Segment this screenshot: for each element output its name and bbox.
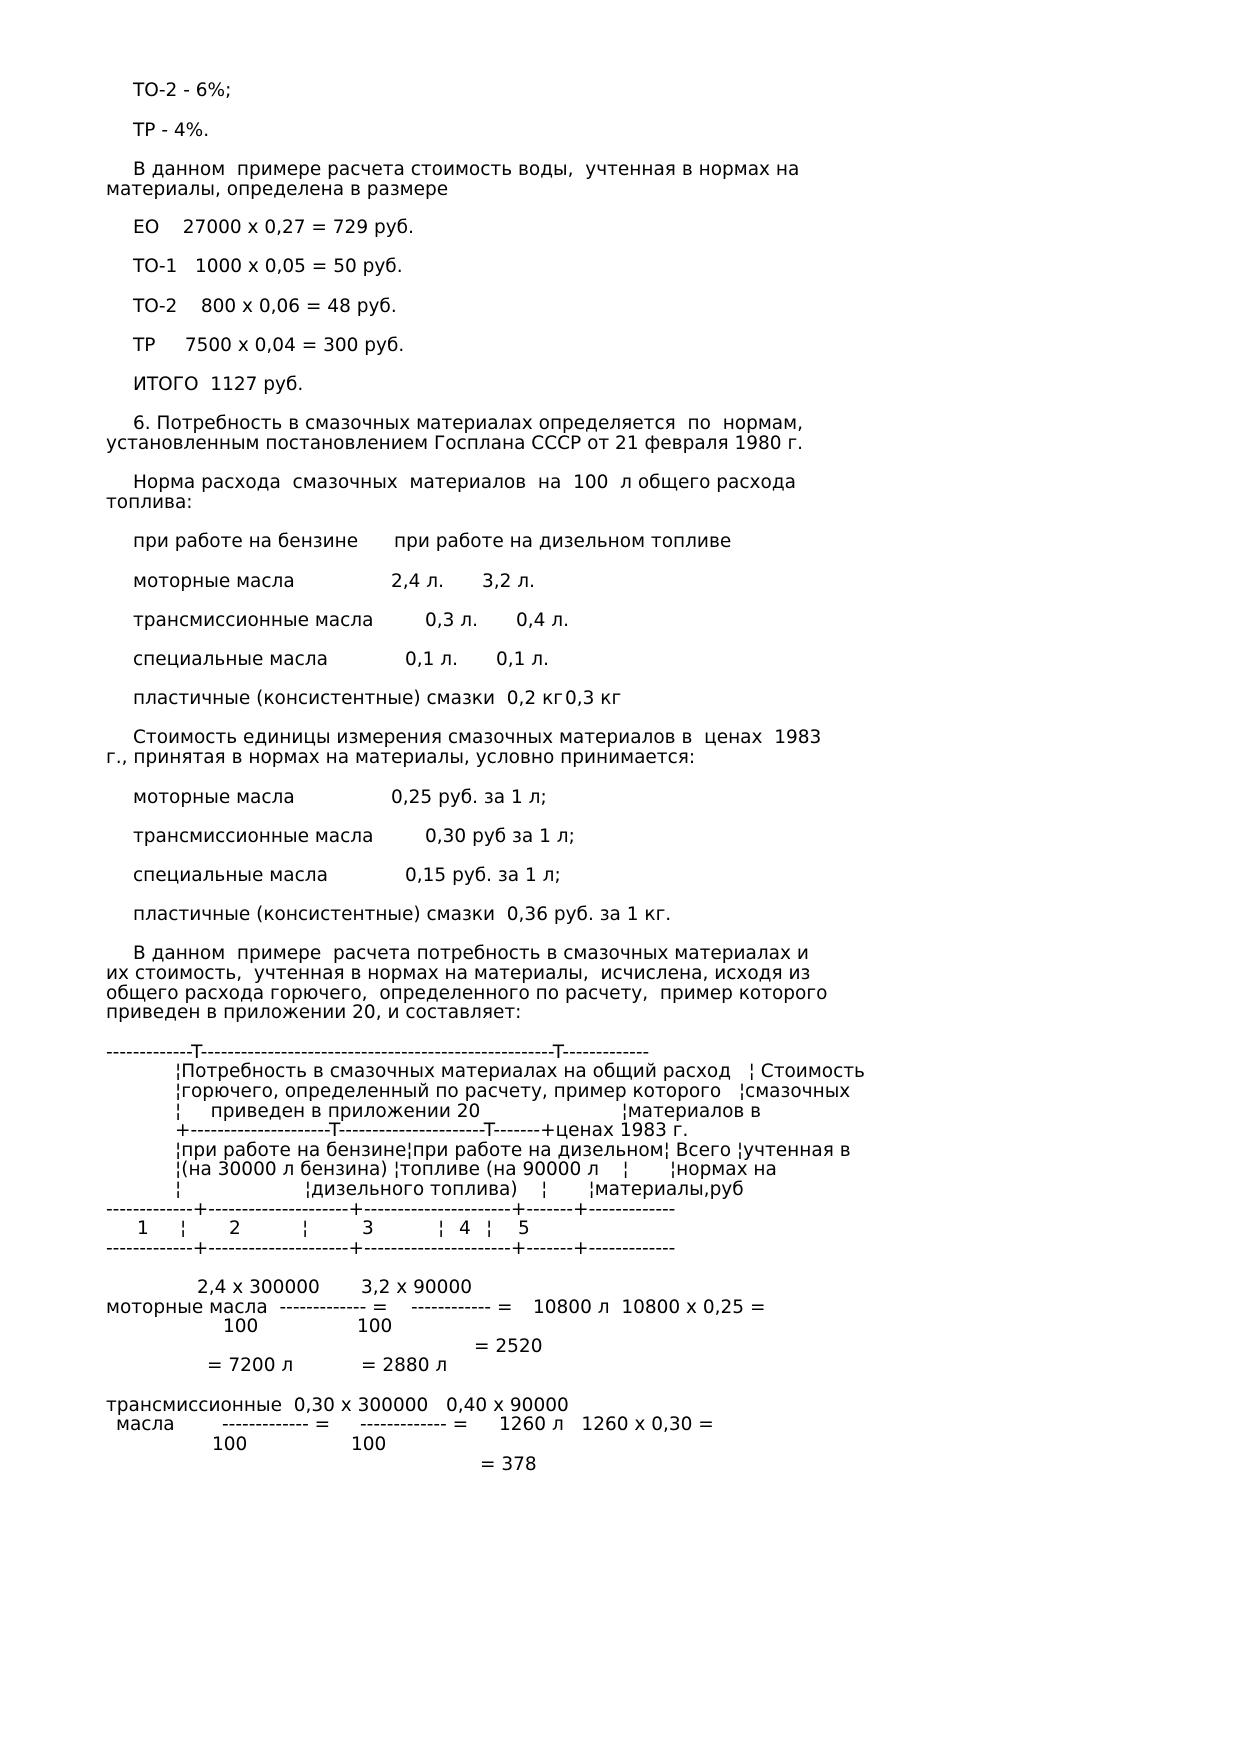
text-line: ¦ ¦дизельного топлива) ¦ ¦материалы,руб [175, 1179, 744, 1200]
text-line: ------------- = [222, 1414, 331, 1435]
text-line: ТО-1 1000 х 0,05 = 50 руб. [133, 256, 403, 277]
text-line: -------------+---------------------+----------------------+-------+------------- [106, 1199, 676, 1220]
text-line: пластичные (консистентные) смазки 0,36 руб. за 1 кг. [133, 904, 672, 925]
text-line: ТО-2 800 х 0,06 = 48 руб. [133, 296, 397, 317]
text-line: ТР - 4%. [133, 120, 210, 141]
text-line: 2,4 х 300000 [197, 1277, 320, 1298]
text-line: масла [116, 1414, 175, 1435]
text-line: ¦горючего, определенный по расчету, пример которого ¦смазочных [175, 1081, 851, 1102]
text-line: ИТОГО 1127 руб. [133, 374, 304, 395]
text-line: трансмиссионные масла [133, 826, 374, 847]
text-line: +---------------------T----------------------T-------+ценах 1983 г. [175, 1120, 689, 1141]
text-line: ------------- = [360, 1414, 469, 1435]
text-line: приведен в приложении 20, и составляет: [106, 1002, 522, 1023]
text-line: 0,3 л. [425, 610, 479, 631]
text-line: общего расхода горючего, определенного по расчету, пример которого [106, 983, 828, 1004]
text-line: моторные масла [133, 571, 295, 592]
text-line: = 378 [480, 1454, 537, 1475]
text-line: 100 [212, 1434, 248, 1455]
text-line: 0,3 кг [565, 688, 622, 709]
text-line: ------------ = [411, 1297, 513, 1318]
text-line: трансмиссионные 0,30 х 300000 [106, 1395, 429, 1416]
text-line: ¦(на 30000 л бензина) ¦топливе (на 90000 л ¦ ¦нормах на [175, 1159, 777, 1180]
text-line: Стоимость единицы измерения смазочных материалов в ценах 1983 [133, 727, 822, 748]
text-line: при работе на дизельном топливе [394, 531, 732, 552]
text-line: ТО-2 - 6%; [133, 80, 232, 101]
text-line: 0,1 л. [496, 649, 550, 670]
text-line: 6. Потребность в смазочных материалах определяется по нормам, [133, 413, 803, 434]
text-line: 0,40 х 90000 [446, 1395, 569, 1416]
text-line: ТР 7500 х 0,04 = 300 руб. [133, 335, 405, 356]
text-line: = 7200 л [207, 1355, 294, 1376]
text-line: 3 [362, 1218, 374, 1239]
text-line: специальные масла [133, 649, 328, 670]
text-line: -------------+---------------------+----------------------+-------+------------- [106, 1238, 676, 1259]
text-line: 0,1 л. [405, 649, 459, 670]
text-line: 1260 л 1260 х 0,30 = [499, 1414, 714, 1435]
text-line: = 2520 [474, 1336, 543, 1357]
text-line: ¦Потребность в смазочных материалах на общий расход ¦ Стоимость [175, 1061, 865, 1082]
text-line: их стоимость, учтенная в нормах на материалы, исчислена, исходя из [106, 963, 811, 984]
text-line: 2 [229, 1218, 241, 1239]
text-line: 3,2 л. [482, 571, 536, 592]
text-line: В данном примере расчета стоимость воды, учтенная в нормах на [133, 159, 800, 180]
text-line: В данном примере расчета потребность в смазочных материалах и [133, 943, 809, 964]
text-line: при работе на бензине [133, 531, 359, 552]
text-line: ¦ приведен в приложении 20 ¦материалов в [175, 1101, 762, 1122]
text-line: 4 [459, 1218, 471, 1239]
text-line: ¦ [486, 1218, 493, 1239]
text-line: 100 [351, 1434, 387, 1455]
text-line: 0,25 руб. за 1 л; [391, 787, 547, 808]
text-line: 0,4 л. [516, 610, 570, 631]
text-line: ¦ [302, 1218, 309, 1239]
text-line: ¦ [438, 1218, 445, 1239]
text-line: моторные масла ------------- = [106, 1297, 388, 1318]
text-line: специальные масла [133, 865, 328, 886]
text-line: 100 [357, 1316, 393, 1337]
text-line: трансмиссионные масла [133, 610, 374, 631]
text-line: топлива: [106, 492, 193, 513]
text-line: 2,4 л. [391, 571, 445, 592]
text-line: материалы, определена в размере [106, 179, 449, 200]
text-line: установленным постановлением Госплана СССР от 21 февраля 1980 г. [106, 433, 804, 454]
text-line: 0,30 руб за 1 л; [425, 826, 575, 847]
text-line: -------------T-----------------------------------------------------T------------- [106, 1042, 650, 1063]
text-line: = 2880 л [361, 1355, 448, 1376]
text-line: 1 [137, 1218, 149, 1239]
text-line: 0,15 руб. за 1 л; [405, 865, 561, 886]
text-line: моторные масла [133, 787, 295, 808]
text-line: ЕО 27000 х 0,27 = 729 руб. [133, 217, 414, 238]
text-line: 100 [223, 1316, 259, 1337]
text-line: 3,2 х 90000 [361, 1277, 472, 1298]
text-line: 10800 л 10800 х 0,25 = [533, 1297, 766, 1318]
text-line: ¦при работе на бензине¦при работе на дизельном¦ Всего ¦учтенная в [175, 1140, 851, 1161]
text-line: Норма расхода смазочных материалов на 100 л общего расхода [133, 472, 796, 493]
text-line: пластичные (консистентные) смазки 0,2 кг [133, 688, 563, 709]
text-line: г., принятая в нормах на материалы, условно принимается: [106, 747, 696, 768]
text-line: 5 [518, 1218, 530, 1239]
text-line: ¦ [180, 1218, 187, 1239]
